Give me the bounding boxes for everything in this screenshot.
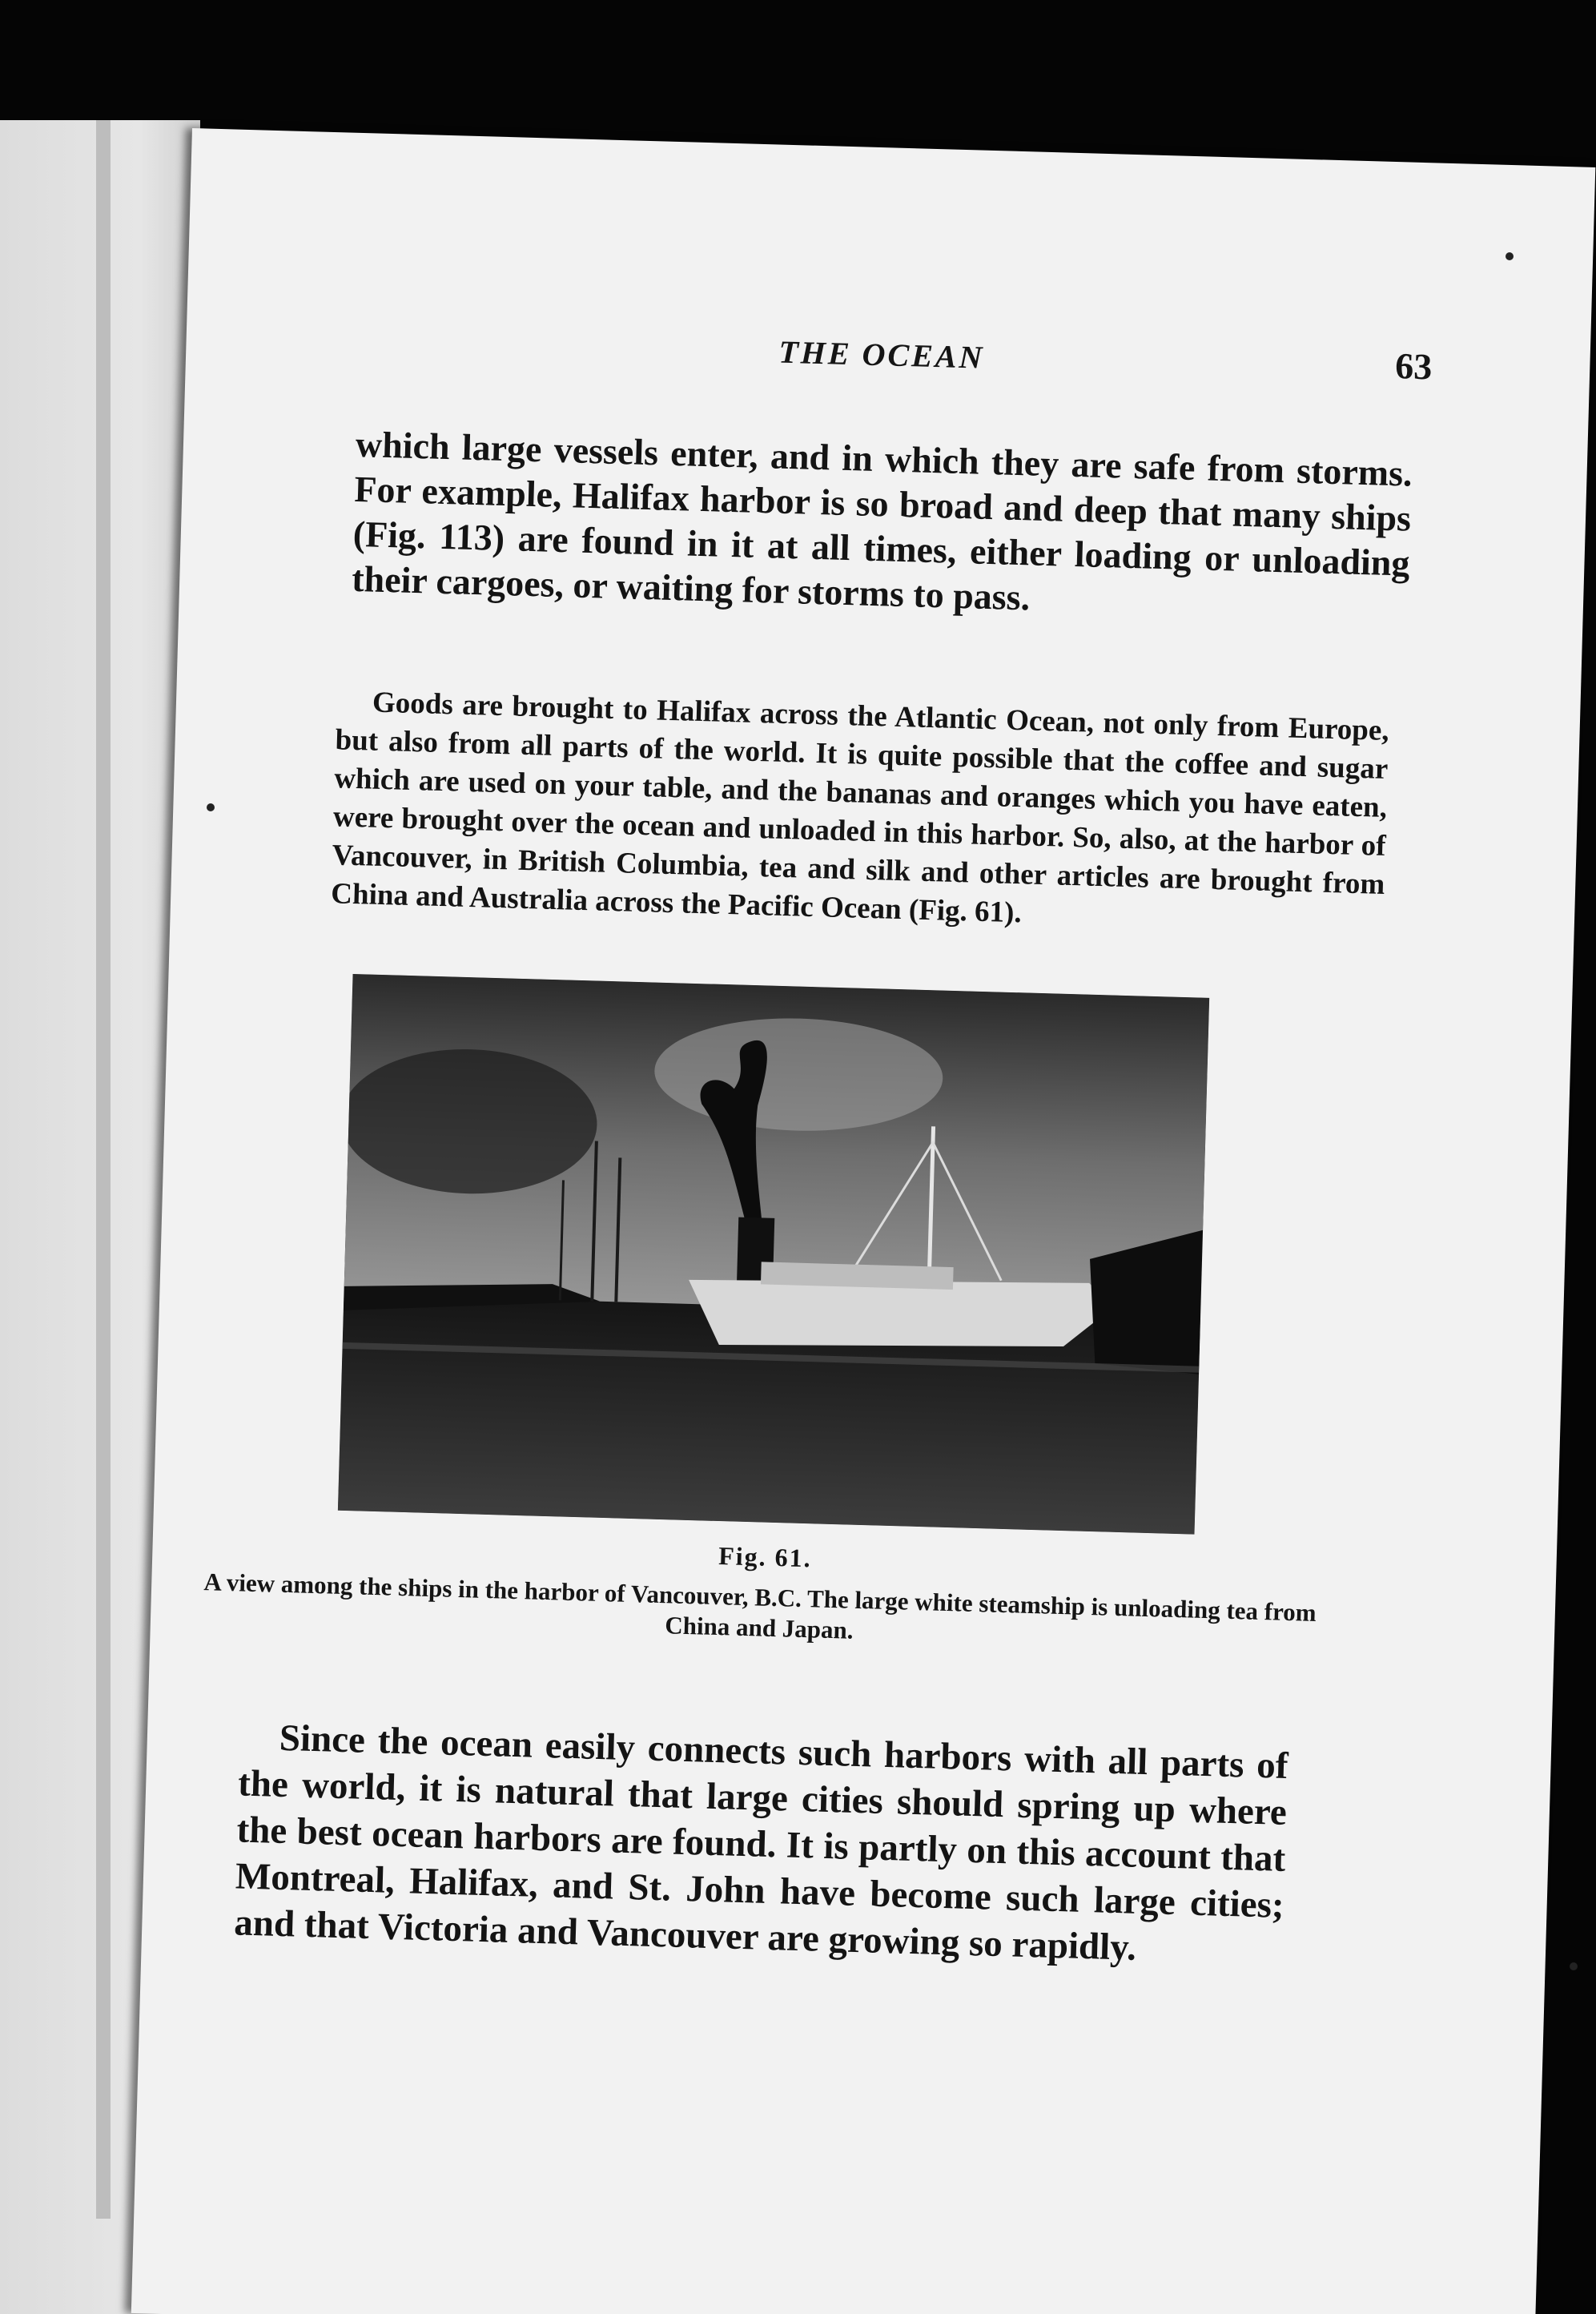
figure-label: Fig. 61. [718,1541,813,1573]
specks [1570,1962,1578,1970]
page-fold-shadow [96,120,111,2219]
book-page [131,128,1596,2314]
harbor-photograph [338,974,1209,1535]
paragraph-harbors: which large vessels enter, and in which they are safe from storms. For example, Halifax harbor is so broad and deep that many ships (Fig. 113) are found in it at all times, either loading or unloading their cargoes, or waiting for storms to pass. [351,423,1413,618]
paragraph-cities: Since the ocean easily connects such harbors with all parts of the world, it is natural that large cities should spring up where the best ocean harbors are found. It is partly on this account that Montreal, Halifax, and St. John have become such large cities; and that Victoria and Vancouver are growing so rapidly. [233,1716,1289,1969]
figure-caption: A view among the ships in the harbor of Vancouver, B.C. The large white steamship is unloading tea from China and Japan. [203,1567,1317,1644]
specks [207,803,215,811]
specks [1506,252,1514,260]
running-head: THE OCEAN [778,333,986,376]
page-number: 63 [1394,345,1433,388]
harbor-photo-illustration [338,974,1209,1535]
paragraph-goods: Goods are brought to Halifax across the Atlantic Ocean, not only from Europe, but also from all parts of the world. It is quite possible that the coffee and sugar which are used on your table, and the bananas and oranges which you have eaten, were brought over the ocean and unloaded in this harbor. So, also, at the harbor of Vancouver, in British Columbia, tea and silk and other articles are brought from China and Australia across the Pacific Ocean (Fig. 61). [330,686,1390,930]
